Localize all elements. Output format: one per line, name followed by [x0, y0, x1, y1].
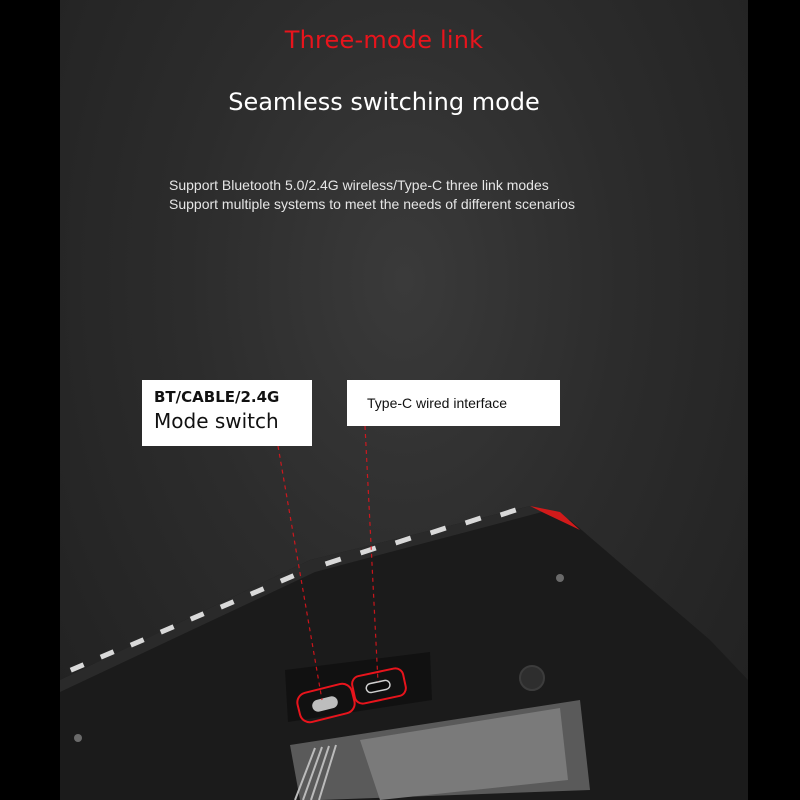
screw: [556, 574, 564, 582]
mode-switch-label: Mode switch: [154, 409, 279, 433]
section-label: Three-mode link: [284, 26, 484, 54]
rubber-foot: [520, 666, 544, 690]
typec-callout: Type-C wired interface: [347, 380, 560, 426]
screw: [74, 734, 82, 742]
page-title: Seamless switching mode: [228, 88, 540, 116]
mode-switch-modes: BT/CABLE/2.4G: [154, 388, 280, 406]
description-line-1: Support Bluetooth 5.0/2.4G wireless/Type-C three link modes: [169, 177, 549, 193]
mode-switch-callout: [142, 380, 312, 446]
description-line-2: Support multiple systems to meet the needs of different scenarios: [169, 196, 575, 212]
feature-panel: [60, 0, 748, 800]
